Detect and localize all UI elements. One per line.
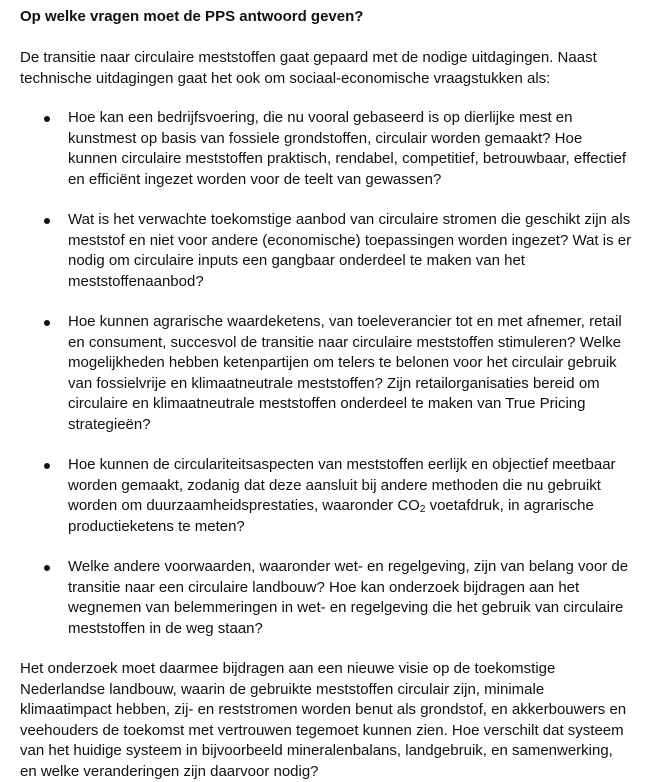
list-item-text: Hoe kan een bedrijfsvoering, die nu vooral gebaseerd is op dierlijke mest en kunstmest op basis van fossiele grondstoffen, circulair worden gemaakt? Hoe kunnen circulaire meststoffen praktisch, rendabel, competitief, betrouwbaar, effectief en efficiënt ingezet worden voor de teelt van gewassen? (68, 109, 627, 188)
bullet-icon (44, 565, 50, 571)
list-item (20, 108, 633, 190)
intro-paragraph: De transitie naar circulaire meststoffen gaat gepaard met de nodige uitdagingen. Naast technische uitdagingen gaat het ook om sociaal-economische vraagstukken als: (20, 49, 597, 87)
list-item-text: Wat is het verwachte toekomstige aanbod van circulaire stromen die geschikt zijn als meststof en niet voor andere (economische) toepassingen worden ingezet? Wat is er nodig om circulaire inputs een gangbaar onderdeel te maken van het meststoffenaanbod? (68, 211, 632, 290)
question-list (20, 108, 633, 639)
list-item (20, 312, 633, 435)
list-item-text-part: Hoe kunnen de circulariteitsaspecten van meststoffen eerlijk en objectief meetbaar worden gemaakt, zodanig dat deze aansluit bij andere methoden die nu gebruikt worden om duurzaamheidsprestaties, waaronder CO (68, 456, 616, 514)
bullet-icon (44, 218, 50, 224)
list-item-text: Welke andere voorwaarden, waaronder wet- en regelgeving, zijn van belang voor de transitie naar een circulaire landbouw? Hoe kan onderzoek bijdragen aan het wegnemen van belemmeringen in wet- en regelgeving die het gebruik van circulaire meststoffen in de weg staan? (68, 558, 629, 637)
bullet-icon (44, 320, 50, 326)
bullet-icon (44, 463, 50, 469)
closing-paragraph: Het onderzoek moet daarmee bijdragen aan een nieuwe visie op de toekomstige Nederlandse landbouw, waarin de gebruikte meststoffen circulair zijn, minimale klimaatimpact hebben, zij- en reststromen worden benut als grondstof, en akkerbouwers en veehouders de toekomst met vertrouwen tegemoet kunnen zien. Hoe verschilt dat systeem van het huidige systeem in bijvoorbeeld mineralenbalans, landgebruik, en samenwerking, en welke veranderingen zijn daarvoor nodig? (20, 660, 627, 780)
list-item (20, 557, 633, 639)
subscript: 2 (419, 504, 426, 515)
list-item-text-part: voetafdruk, in agrarische productieketens te meten? (68, 497, 594, 535)
list-item-text: Hoe kunnen agrarische waardeketens, van toeleverancier tot en met afnemer, retail en consument, succesvol de transitie naar circulaire meststoffen stimuleren? Welke mogelijkheden hebben ketenpartijen om telers te belonen voor het circulair gebruik van fossielvrije en klimaatneutrale meststoffen? Zijn retailorganisaties bereid om circulaire en klimaatneutrale meststoffen onderdeel te maken van True Pricing strategieën? (68, 313, 622, 433)
list-item-text (68, 456, 616, 535)
list-item (20, 455, 633, 537)
list-item (20, 210, 633, 292)
bullet-icon (44, 116, 50, 122)
section-heading: Op welke vragen moet de PPS antwoord geven? (20, 8, 364, 25)
